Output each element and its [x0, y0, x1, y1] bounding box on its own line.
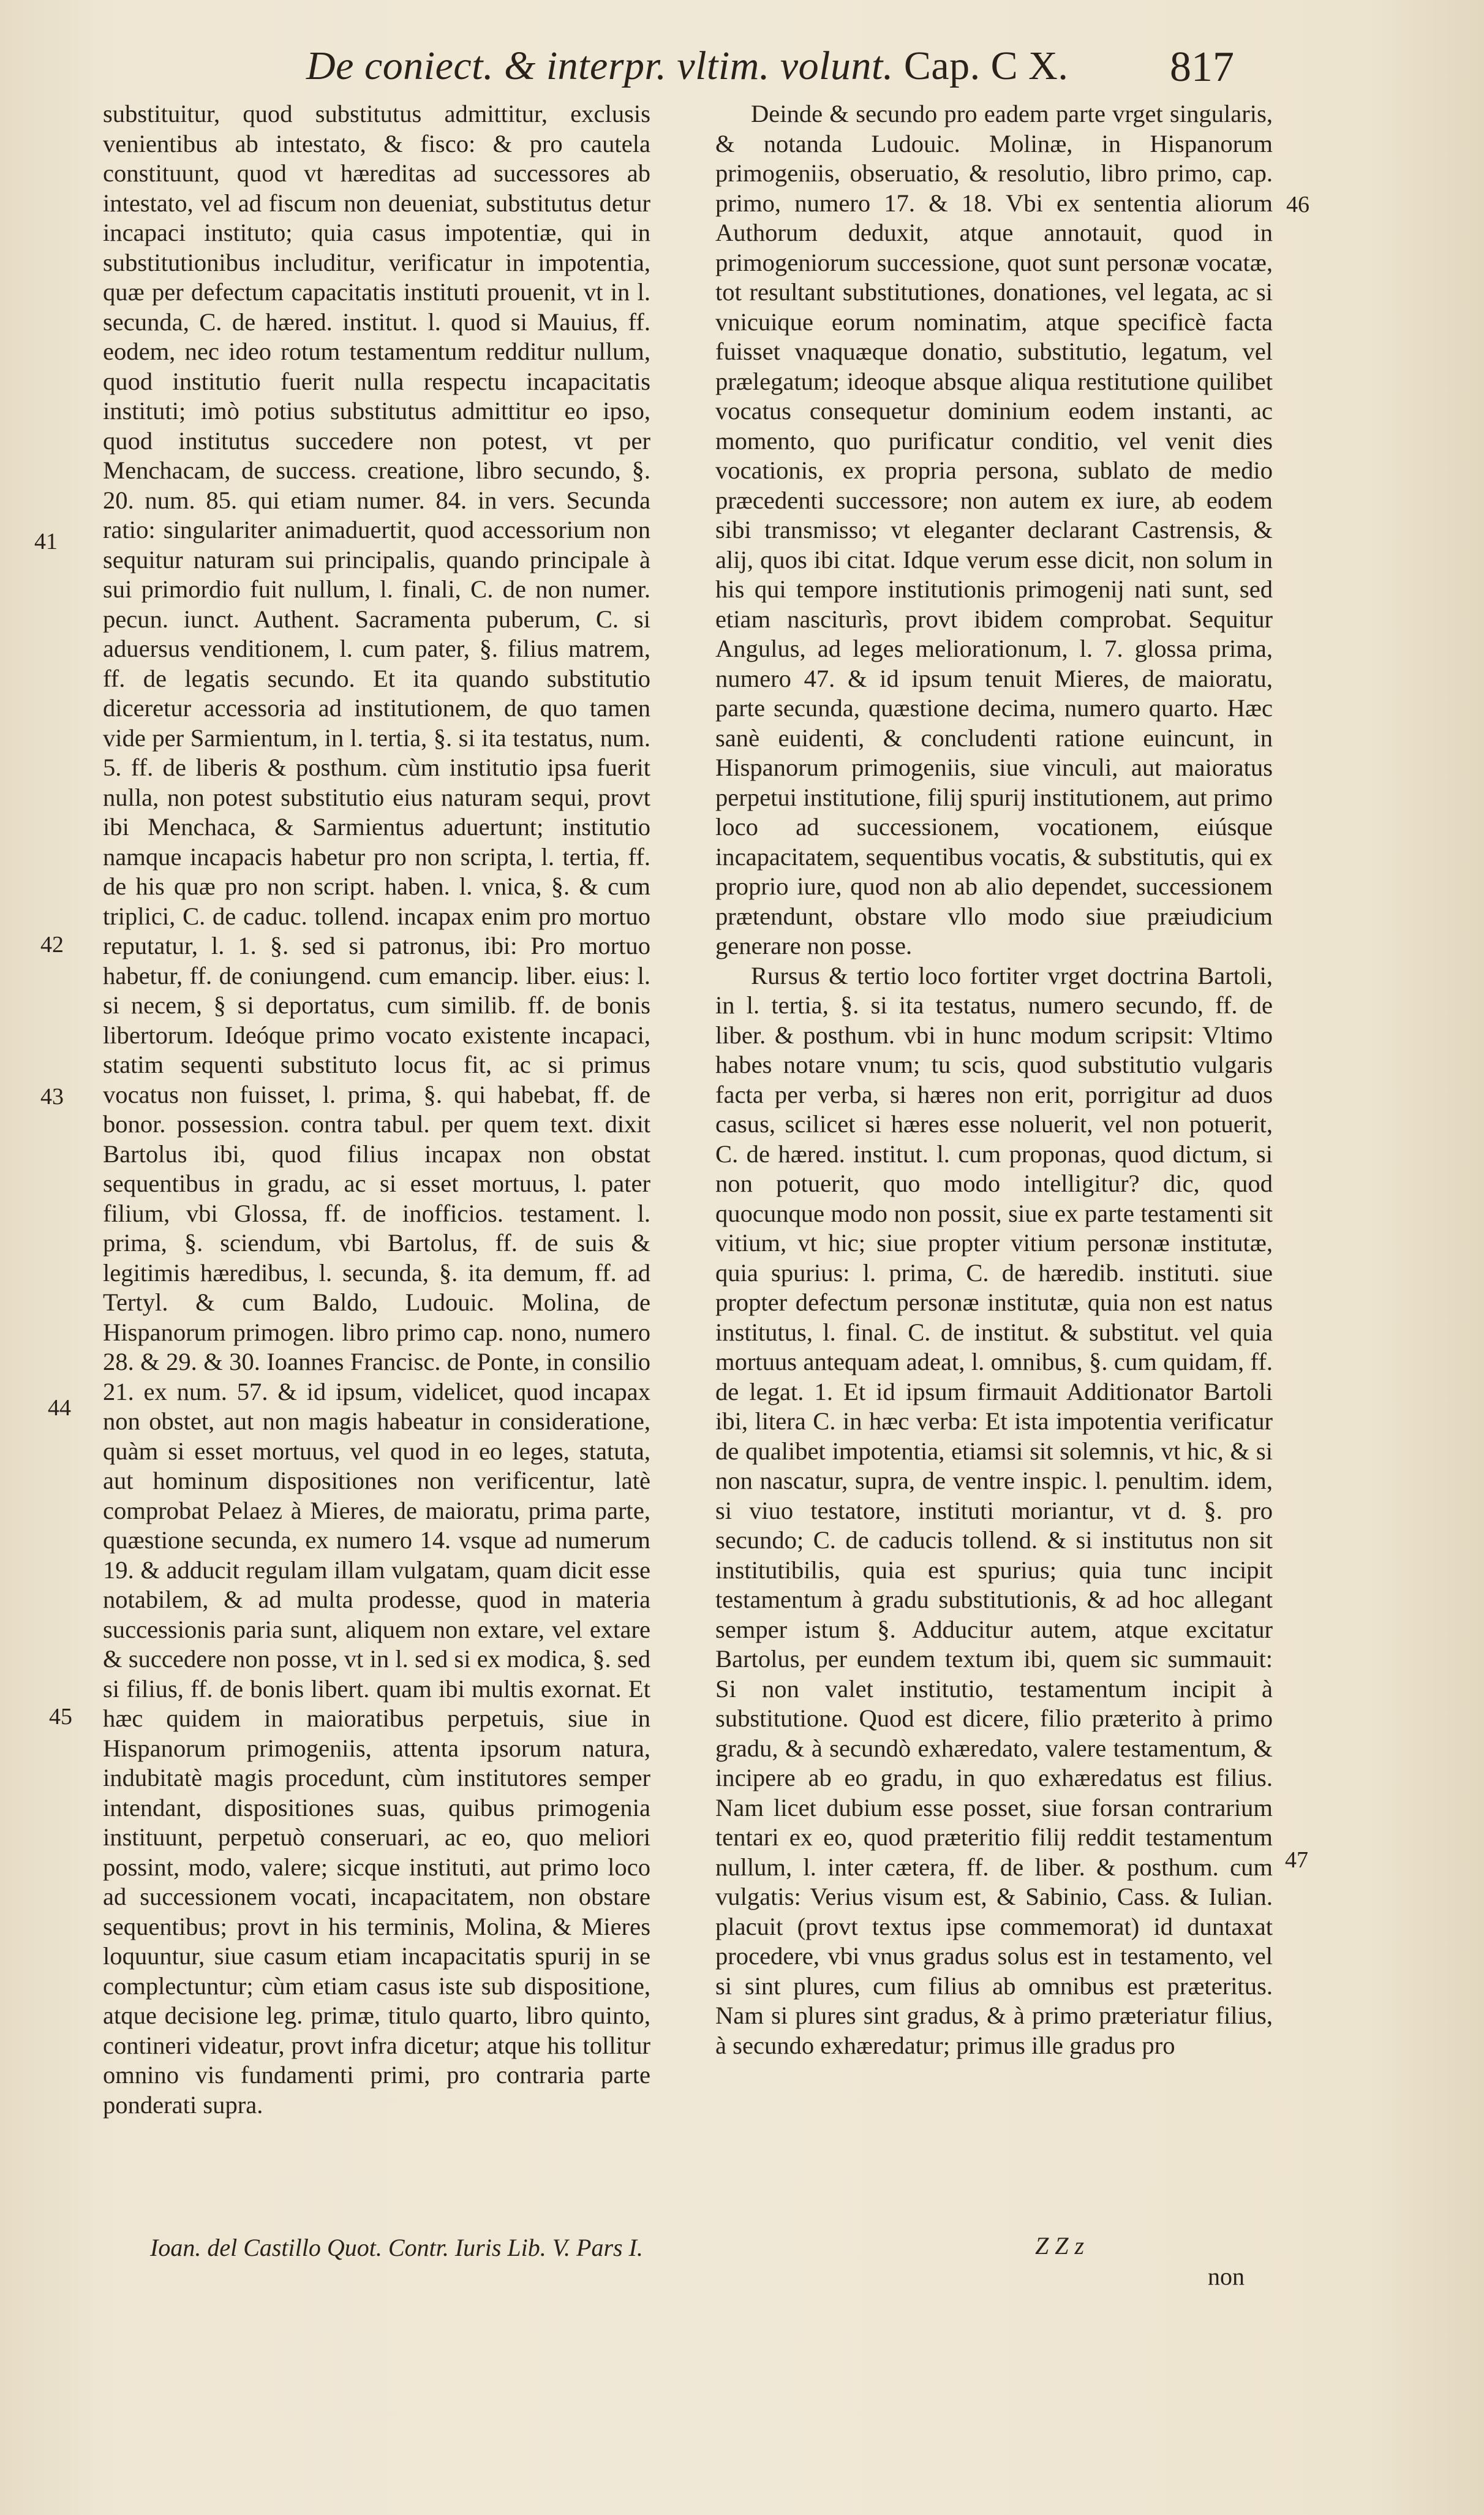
- left-column: [103, 99, 650, 2120]
- margin-number-45: 45: [49, 1704, 72, 1730]
- margin-number-46: 46: [1286, 192, 1309, 217]
- left-paragraph-1: substituitur, quod substitutus admittitur, exclusis venientibus ab intestato, & fisco: & pro cautela constituunt, quod vt hæreditas ad successores ab intestato, vel ad fiscum non deueniat, substitutus detur incapaci instituto; quia casus impotentiæ, qui in substitutionibus includitur, verificatur in impotentia, quæ per defectum capacitatis instituti prouenit, vt in l. secunda, C. de hæred. institut. l. quod si Mauius, ff. eodem, nec ideo rotum testamentum redditur nullum, quod institutio fuerit nulla respectu incapacitatis instituti; imò potius substitutus admittitur eo ipso, quod institutus succedere non potest, vt per Menchacam, de success. creatione, libro secundo, §. 20. num. 85. qui etiam numer. 84. in vers. Secunda ratio: singulariter animaduertit, quod accessorium non sequitur naturam sui principalis, quando principale à sui primordio fuit nullum, l. finali, C. de non numer. pecun. iunct. Authent. Sacramenta puberum, C. si aduersus venditionem, l. cum pater, §. filius matrem, ff. de legatis secundo. Et ita quando substitutio diceretur accessoria ad institutionem, de quo tamen vide per Sarmientum, in l. tertia, §. si ita testatus, num. 5. ff. de liberis & posthum. cùm institutio ipsa fuerit nulla, non potest substitutio eius naturam sequi, provt ibi Menchaca, & Sarmientus aduertunt; institutio namque incapacis habetur pro non scripta, l. tertia, ff. de his quæ pro non script. haben. l. vnica, §. & cum triplici, C. de caduc. tollend. incapax enim pro mortuo reputatur, l. 1. §. sed si patronus, ibi: Pro mortuo habetur, ff. de coniungend. cum emancip. liber. eius: l. si necem, § si deportatus, cum similib. ff. de bonis libertorum. Ideóque primo vocato existente incapaci, statim sequenti substituto locus fit, ac si primus vocatus non fuisset, l. prima, §. qui habebat, ff. de bonor. possession. contra tabul. per quem text. dixit Bartolus ibi, quod filius incapax non obstat sequentibus in gradu, ac si esset mortuus, l. pater filium, vbi Glossa, ff. de inofficios. testament. l. prima, §. sciendum, vbi Bartolus, ff. de suis & legitimis hæredibus, l. secunda, §. ita demum, ff. ad Tertyl. & cum Baldo, Ludouic. Molina, de Hispanorum primogen. libro primo cap. nono, numero 28. & 29. & 30. Ioannes Francisc. de Ponte, in consilio 21. ex num. 57. & id ipsum, videlicet, quod incapax non obstet, aut non magis habeatur in consideratione, quàm si esset mortuus, vel quod in eo leges, statuta, aut hominum dispositiones non verificentur, latè comprobat Pelaez à Mieres, de maioratu, prima parte, quæstione secunda, ex numero 14. vsque ad numerum 19. & adducit regulam illam vulgatam, quam dicit esse notabilem, & ad multa prodesse, quod in materia successionis paria sunt, aliquem non extare, vel extare & succedere non posse, vt in l. sed si ex modica, §. sed si filius, ff. de bonis libert. quam ibi multis exornat. Et hæc quidem in maioratibus perpetuis, siue in Hispanorum primogeniis, attenta ipsorum natura, indubitatè magis procedunt, cùm institutores semper intendant, dispositiones suas, quibus primogenia instituunt, perpetuò conseruari, ac eo, quo meliori possint, modo, valere; sicque instituti, aut primo loco ad successionem vocati, incapacitatem, non obstare sequentibus; provt in his terminis, Molina, & Mieres loquuntur, siue casum etiam incapacitatis spurij in se complectuntur; cùm etiam casus iste sub dispositione, atque decisione leg. primæ, titulo quarto, libro quinto, contineri videatur, provt infra dicetur; atque his tollitur omnino vis fundamenti primi, pro contraria parte ponderati supra.: [103, 100, 650, 2119]
- running-title: De coniect. & interpr. vltim. volunt.: [306, 43, 894, 88]
- page-number: 817: [1170, 43, 1234, 91]
- running-head: [306, 43, 1262, 89]
- margin-number-43: 43: [40, 1084, 64, 1110]
- margin-number-44: 44: [48, 1395, 71, 1421]
- chapter-number: Cap. C X.: [903, 43, 1069, 88]
- right-paragraph-2: Rursus & tertio loco fortiter vrget doctrina Bartoli, in l. tertia, §. si ita testatus, numero secundo, ff. de liber. & posthum. vbi in hunc modum scripsit: Vltimo habes notare vnum; tu scis, quod substitutio vulgaris facta per verba, si hæres non erit, porrigitur ad duos casus, scilicet si hæres esse noluerit, vel non potuerit, C. de hæred. institut. l. cum proponas, quod dictum, si non potuerit, quo modo intelligitur? dic, quod quocunque modo non possit, siue ex parte testamenti sit vitium, vt hic; siue propter vitium personæ institutæ, quia spurius: l. prima, C. de hæredib. instituti. siue propter defectum personæ institutæ, quia non est natus institutus, l. final. C. de institut. & substitut. vel quia mortuus antequam adeat, l. omnibus, §. cum quidam, ff. de legat. 1. Et id ipsum firmauit Additionator Bartoli ibi, litera C. in hæc verba: Et ista impotentia verificatur de qualibet impotentia, etiamsi sit solemnis, vt hic, & si non nascatur, supra, de ventre inspic. l. penultim. idem, si viuo testatore, instituti moriantur, vt d. §. pro secundo; C. de caducis tollend. & si institutus non sit institutibilis, quia est spurius; quia tunc incipit testamentum à gradu substitutionis, & ad hoc allegant semper istum §. Adducitur autem, atque excitatur Bartolus, per eundem textum ibi, quem sic summauit: Si non valet institutio, testamentum incipit à substitutione. Quod est dicere, filio præterito à primo gradu, & à secundò exhæredato, valere testamentum, & incipere ab eo gradu, in quo exhæredatus est filius. Nam licet dubium esse posset, siue forsan contrarium tentari ex eo, quod præteritio filij reddit testamentum nullum, l. inter cætera, ff. de liber. & posthum. cum vulgatis: Verius visum est, & Sabinio, Cass. & Iulian. placuit (provt textus ipse commemorat) id duntaxat procedere, vbi vnus gradus solus est in testamento, vel si sint plures, cum filius ab omnibus est præteritus. Nam si plures sint gradus, & à primo præteriatur filius, à secundo exhæredatur; primus ille gradus pro: [715, 961, 1273, 2059]
- right-paragraph-1: Deinde & secundo pro eadem parte vrget singularis, & notanda Ludouic. Molinæ, in Hispanorum primogeniis, obseruatio, & resolutio, libro primo, cap. primo, numero 17. & 18. Vbi ex sententia aliorum Authorum deduxit, atque annotauit, quod in primogeniorum successione, quot sunt personæ vocatæ, tot resultant substitutiones, donationes, vel legata, ac si vnicuique eorum nominatim, atque specificè facta fuisset vnaquæque donatio, substitutio, legatum, vel prælegatum; ideoque absque aliqua restitutione quilibet vocatus consequetur dominium eodem instanti, ac momento, quo purificatur conditio, vel venit dies vocationis, ex propria persona, sublato de medio præcedenti successore; non autem ex iure, ab eodem sibi transmisso; vt eleganter declarant Castrensis, & alij, quos ibi citat. Idque verum esse dicit, non solum in his qui tempore institutionis primogenij nati sunt, sed etiam nasciturìs, provt ibidem comprobat. Sequitur Angulus, ad leges meliorationum, l. 7. glossa prima, numero 47. & id ipsum tenuit Mieres, de maioratu, parte secunda, quæstione decima, numero quarto. Hæc sanè euidenti, & concludenti ratione euincunt, in Hispanorum primogeniis, siue vinculi, aut maioratus perpetui institutione, filij spurij institutionem, aut primo loco ad successionem, vocationem, eiúsque incapacitatem, sequentibus vocatis, & substitutis, qui ex proprio iure, quod non ab alio dependet, successionem prætendunt, obstare vllo modo siue præiudicium generare non posse.: [715, 100, 1273, 959]
- footer-book-line: Ioan. del Castillo Quot. Contr. Iuris Lib. V. Pars I.: [150, 2234, 643, 2261]
- right-column: [715, 99, 1273, 2060]
- margin-number-42: 42: [40, 932, 64, 958]
- catchword: non: [1208, 2263, 1245, 2290]
- signature-mark: Z Z z: [1035, 2232, 1085, 2260]
- margin-number-41: 41: [34, 529, 58, 554]
- margin-number-47: 47: [1285, 1847, 1308, 1873]
